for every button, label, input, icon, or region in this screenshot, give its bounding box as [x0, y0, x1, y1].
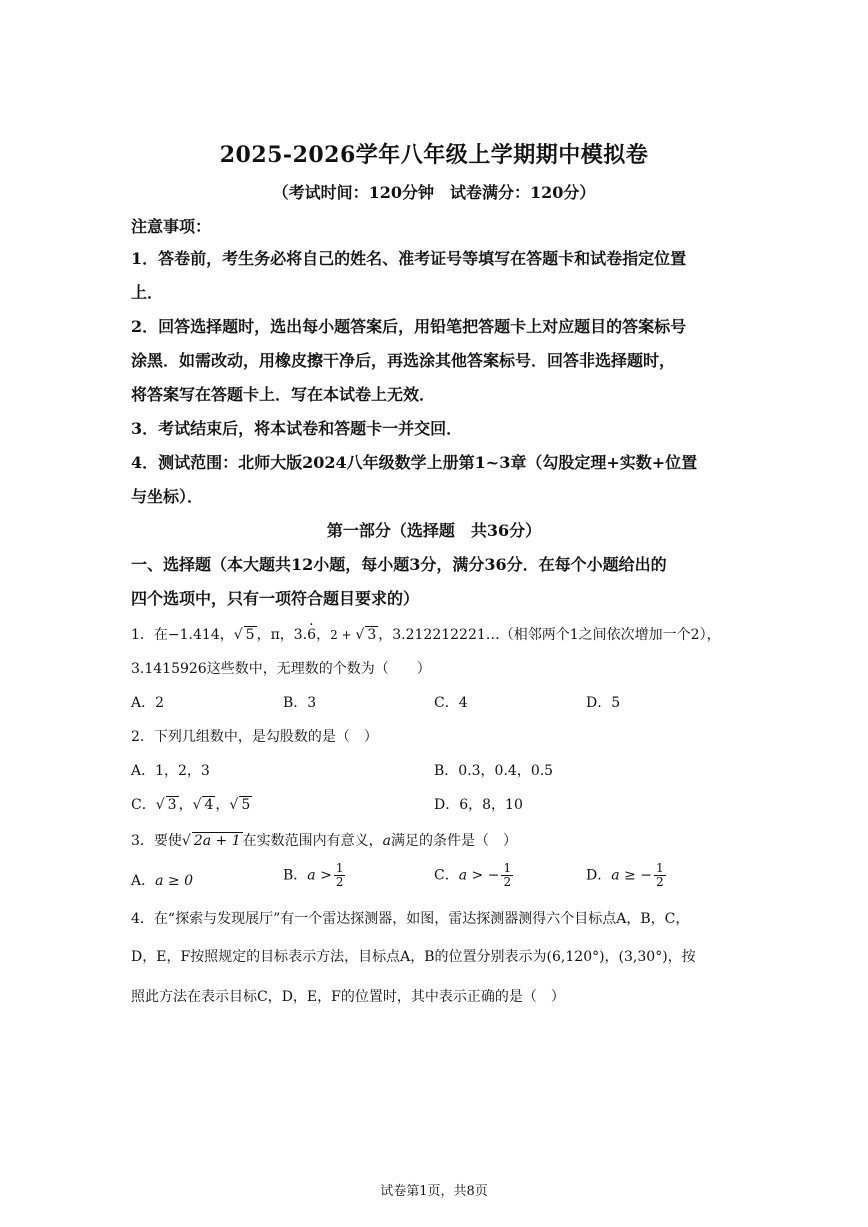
q3-post: 在实数范围内有意义，	[242, 833, 383, 849]
section-heading: 一、选择题（本大题共12小题，每小题3分，满分36分．在每个小题给出的	[131, 555, 667, 574]
q3-d-label: D．	[586, 867, 612, 884]
q1-option-b: B．3	[283, 695, 317, 711]
question-4-line-3: 照此方法在表示目标C，D，E，F的位置时，其中表示正确的是（ ）	[131, 989, 565, 1005]
notice-line: 上．	[131, 283, 164, 302]
sqrt-icon: √	[355, 627, 365, 643]
notice-line: 涂黑．如需改动，用橡皮擦干净后，再选涂其他答案标号．回答非选择题时，	[131, 351, 676, 370]
q2-c-label: C．	[131, 797, 156, 813]
q3-option-c	[434, 862, 513, 889]
sqrt-icon: √	[155, 797, 165, 813]
q3-a-expr: a ≥ 0	[155, 873, 194, 889]
q1-number: −1.414，	[167, 627, 234, 643]
q3-option-a	[131, 870, 193, 892]
exam-subtitle: （考试时间：120分钟 试卷满分：120分）	[272, 183, 596, 202]
q3-option-d	[586, 862, 666, 889]
q3-radicand: 2a + 1	[193, 833, 241, 849]
question-4-line-1: 4．在“探索与发现展厅”有一个雷达探测器，如图，雷达探测器测得六个目标点A，B，C，	[131, 911, 690, 927]
q1-sep: ，	[316, 627, 331, 643]
section-heading: 四个选项中，只有一项符合题目要求的）	[131, 589, 420, 608]
q2-option-b: B．0.3，0.4，0.5	[434, 763, 554, 779]
fraction: $\frac{1}{2}$	[655, 861, 664, 889]
q3-c-expr: a > −	[458, 867, 500, 884]
q1-two: 2 +	[330, 628, 356, 642]
notice-line: 将答案写在答题卡上．写在本试卷上无效．	[131, 385, 436, 404]
fraction: $\frac{1}{2}$	[503, 861, 512, 889]
sqrt-icon: √	[229, 797, 239, 813]
question-3	[131, 830, 517, 852]
q1-radicand-2: 3	[367, 627, 377, 643]
q3-d-expr: a ≥ −	[611, 867, 652, 884]
notice-heading: 注意事项：	[131, 217, 212, 236]
page-footer: 试卷第1页，共8页	[380, 1184, 488, 1199]
question-4-line-2: D，E，F按照规定的目标表示方法，目标点A，B的位置分别表示为(6,120°)，(3,30°)，按	[131, 949, 696, 965]
q1-option-a: A．2	[131, 695, 165, 711]
q1-pi: ，π，3.	[256, 627, 308, 643]
part1-title: 第一部分（选择题 共36分）	[326, 521, 542, 540]
question-2: 2．下列几组数中，是勾股数的是（ ）	[131, 729, 378, 745]
q3-option-b	[283, 862, 345, 889]
q2-option-d: D．6，8，10	[434, 797, 523, 813]
q1-option-d: D．5	[586, 695, 621, 711]
q1-option-c: C．4	[434, 695, 468, 711]
q3-post2: 满足的条件是（ ）	[391, 833, 517, 849]
sqrt-icon: √	[181, 833, 191, 849]
q1-prefix: 1．在	[131, 627, 168, 643]
q2-option-a: A．1，2，3	[131, 763, 210, 779]
q3-prefix: 3．要使	[131, 833, 182, 849]
exam-title: 2025-2026学年八年级上学期期中模拟卷	[219, 142, 649, 168]
fraction: $\frac{1}{2}$	[335, 861, 344, 889]
sqrt-icon: √	[192, 797, 202, 813]
notice-line: 1．答卷前，考生务必将自己的姓名、准考证号等填写在答题卡和试卷指定位置	[131, 249, 687, 268]
notice-line: 2．回答选择题时，选出每小题答案后，用铅笔把答题卡上对应题目的答案标号	[131, 317, 687, 336]
notice-line: 4．测试范围：北师大版2024八年级数学上册第1~3章（勾股定理+实数+位置	[131, 453, 698, 472]
question-1-line-2: 3.1415926这些数中，无理数的个数为（ ）	[131, 661, 431, 677]
q2-c-r3: 5	[241, 797, 251, 813]
q3-b-expr: a >	[307, 867, 332, 884]
q3-b-label: B．	[283, 867, 308, 884]
q2-c-r1: 3	[167, 797, 177, 813]
q2-option-c: C．√ 3 ，√ 4 ，√ 5	[131, 797, 251, 813]
q2-c-r2: 4	[204, 797, 214, 813]
q3-c-label: C．	[434, 867, 459, 884]
q3-a-label: A．	[131, 873, 156, 889]
q1-radicand-1: 5	[245, 627, 255, 643]
notice-line: 与坐标）．	[131, 487, 204, 506]
sqrt-icon: √	[233, 627, 243, 643]
q1-rest: ，3.212212221…（相邻两个1之间依次增加一个2），	[378, 627, 721, 643]
question-1-line-1	[131, 624, 721, 646]
q3-var: a	[382, 833, 391, 849]
notice-line: 3．考试结束后，将本试卷和答题卡一并交回．	[131, 419, 463, 438]
q1-repeating-digit: · 6	[307, 624, 316, 646]
